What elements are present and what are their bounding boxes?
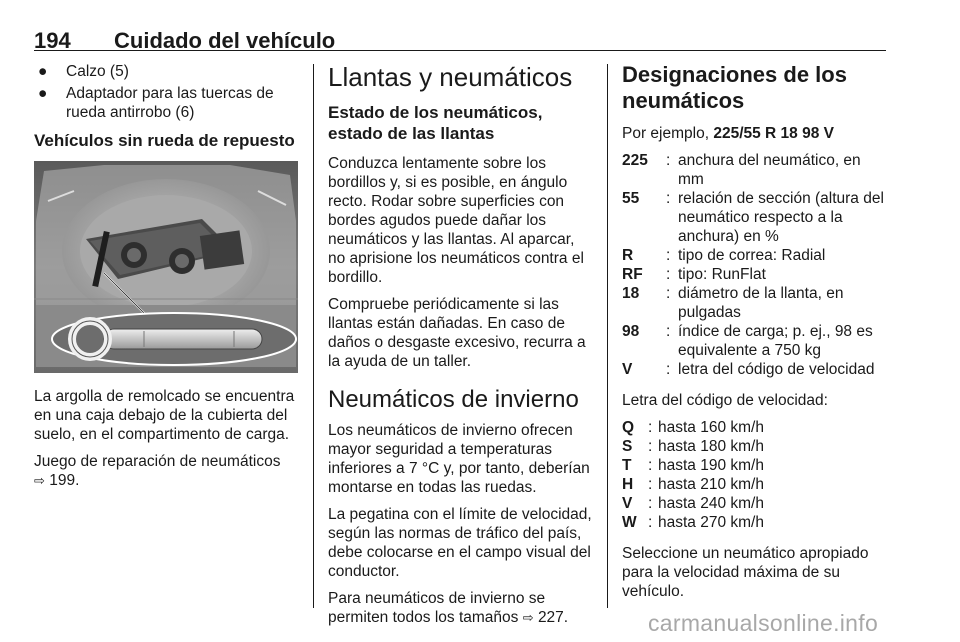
paragraph: Juego de reparación de neumáticos ⇨ 199.	[34, 453, 281, 489]
separator: :	[648, 457, 653, 474]
table-row	[622, 189, 888, 246]
separator: :	[666, 190, 671, 207]
separator: :	[648, 476, 653, 493]
table-row	[622, 475, 764, 494]
section-heading: Vehículos sin rueda de repuesto	[34, 131, 295, 150]
column-divider	[607, 64, 608, 608]
cross-reference-arrow-icon: ⇨	[34, 473, 45, 488]
code-description: relación de sección (altura del neumático respecto a la anchura) en %	[678, 190, 884, 245]
paragraph: La argolla de remolcado se encuentra en una caja debajo de la cubierta del suelo, en el compartimento de carga.	[34, 388, 295, 443]
code-key: V	[622, 495, 633, 512]
table-row	[622, 246, 888, 265]
code-key: V	[622, 361, 633, 378]
separator: :	[666, 323, 671, 340]
watermark: carmanualsonline.info	[648, 610, 879, 636]
example-line: Por ejemplo, 225/55 R 18 98 V	[622, 125, 834, 142]
page-reference: 199.	[49, 472, 80, 489]
cross-reference-arrow-icon: ⇨	[522, 610, 534, 625]
table-row	[622, 151, 888, 189]
list-item: ● Adaptador para las tuercas de rueda antirrobo (6)	[38, 85, 274, 121]
table-row	[622, 437, 764, 456]
code-key: H	[622, 476, 634, 493]
code-key: RF	[622, 266, 643, 283]
column-3	[622, 62, 888, 609]
code-description: tipo: RunFlat	[678, 266, 766, 283]
code-description: hasta 210 km/h	[658, 476, 764, 493]
section-title: Designaciones de los neumáticos	[622, 62, 847, 113]
towing-eye-illustration	[34, 161, 298, 373]
code-key: 98	[622, 323, 640, 340]
table-row	[622, 494, 764, 513]
page-number: 194	[34, 28, 71, 53]
code-description: diámetro de la llanta, en pulgadas	[678, 285, 844, 321]
code-key: S	[622, 438, 633, 455]
code-description: hasta 190 km/h	[658, 457, 764, 474]
paragraph: Compruebe periódicamente si las llantas están dañadas. En caso de daños o desgaste excesivo, recurra a la ayuda de un taller.	[328, 296, 586, 370]
code-description: hasta 270 km/h	[658, 514, 764, 531]
separator: :	[666, 266, 671, 283]
table-row	[622, 513, 764, 532]
subsection-heading: Estado de los neumáticos, estado de las llantas	[328, 103, 543, 143]
code-key: 55	[622, 190, 640, 207]
section-title: Llantas y neumáticos	[328, 62, 573, 92]
table-row	[622, 360, 888, 379]
page-reference: 227.	[537, 609, 569, 626]
code-description: hasta 240 km/h	[658, 495, 764, 512]
paragraph: Seleccione un neumático apropiado para la velocidad máxima de su vehículo.	[622, 545, 869, 600]
column-divider	[313, 64, 314, 608]
code-key: W	[622, 514, 637, 531]
code-description: índice de carga; p. ej., 98 es equivalente a 750 kg	[678, 323, 873, 359]
separator: :	[648, 438, 653, 455]
separator: :	[666, 361, 671, 378]
paragraph: Para neumáticos de invierno se permiten todos los tamaños ⇨ 227.	[328, 590, 569, 626]
table-row	[622, 284, 888, 322]
code-description: anchura del neumático, en mm	[678, 152, 861, 188]
table-row	[622, 418, 764, 437]
code-description: tipo de correa: Radial	[678, 247, 826, 264]
speed-code-label: Letra del código de velocidad:	[622, 392, 828, 409]
separator: :	[666, 152, 671, 169]
separator: :	[666, 285, 671, 302]
paragraph: Los neumáticos de invierno ofrecen mayor seguridad a temperaturas inferiores a 7 °C y, por tanto, deberían montarse en todas las ruedas.	[328, 422, 590, 496]
code-key: 18	[622, 285, 640, 302]
list-item: ● Calzo (5)	[38, 63, 129, 80]
table-row	[622, 456, 764, 475]
code-description: hasta 160 km/h	[658, 419, 764, 436]
table-row	[622, 322, 888, 360]
page-title: Cuidado del vehículo	[114, 28, 336, 53]
paragraph: Conduzca lentamente sobre los bordillos y, si es posible, en ángulo recto. Rodar sobre superficies con bordes agudos puede dañar los neumáticos y las llantas. Al aparcar, no aprisione los neumáticos contra el bordillo.	[328, 155, 584, 286]
code-description: letra del código de velocidad	[678, 361, 875, 378]
separator: :	[648, 495, 653, 512]
example-designation: 225/55 R 18 98 V	[713, 125, 834, 142]
code-key: 225	[622, 152, 648, 169]
table-row	[622, 265, 888, 284]
bullet-list	[34, 62, 298, 122]
separator: :	[648, 419, 653, 436]
page-header	[34, 6, 886, 51]
code-key: Q	[622, 419, 635, 436]
column-1	[34, 62, 298, 498]
designation-table	[622, 151, 888, 379]
separator: :	[666, 247, 671, 264]
code-description: hasta 180 km/h	[658, 438, 764, 455]
code-key: R	[622, 247, 634, 264]
paragraph: La pegatina con el límite de velocidad, según las normas de tráfico del país, debe colocarse en el campo visual del conductor.	[328, 506, 592, 580]
section-title: Neumáticos de invierno	[328, 386, 579, 413]
code-key: T	[622, 457, 632, 474]
speed-code-table	[622, 418, 764, 532]
column-2	[328, 62, 594, 635]
separator: :	[648, 514, 653, 531]
